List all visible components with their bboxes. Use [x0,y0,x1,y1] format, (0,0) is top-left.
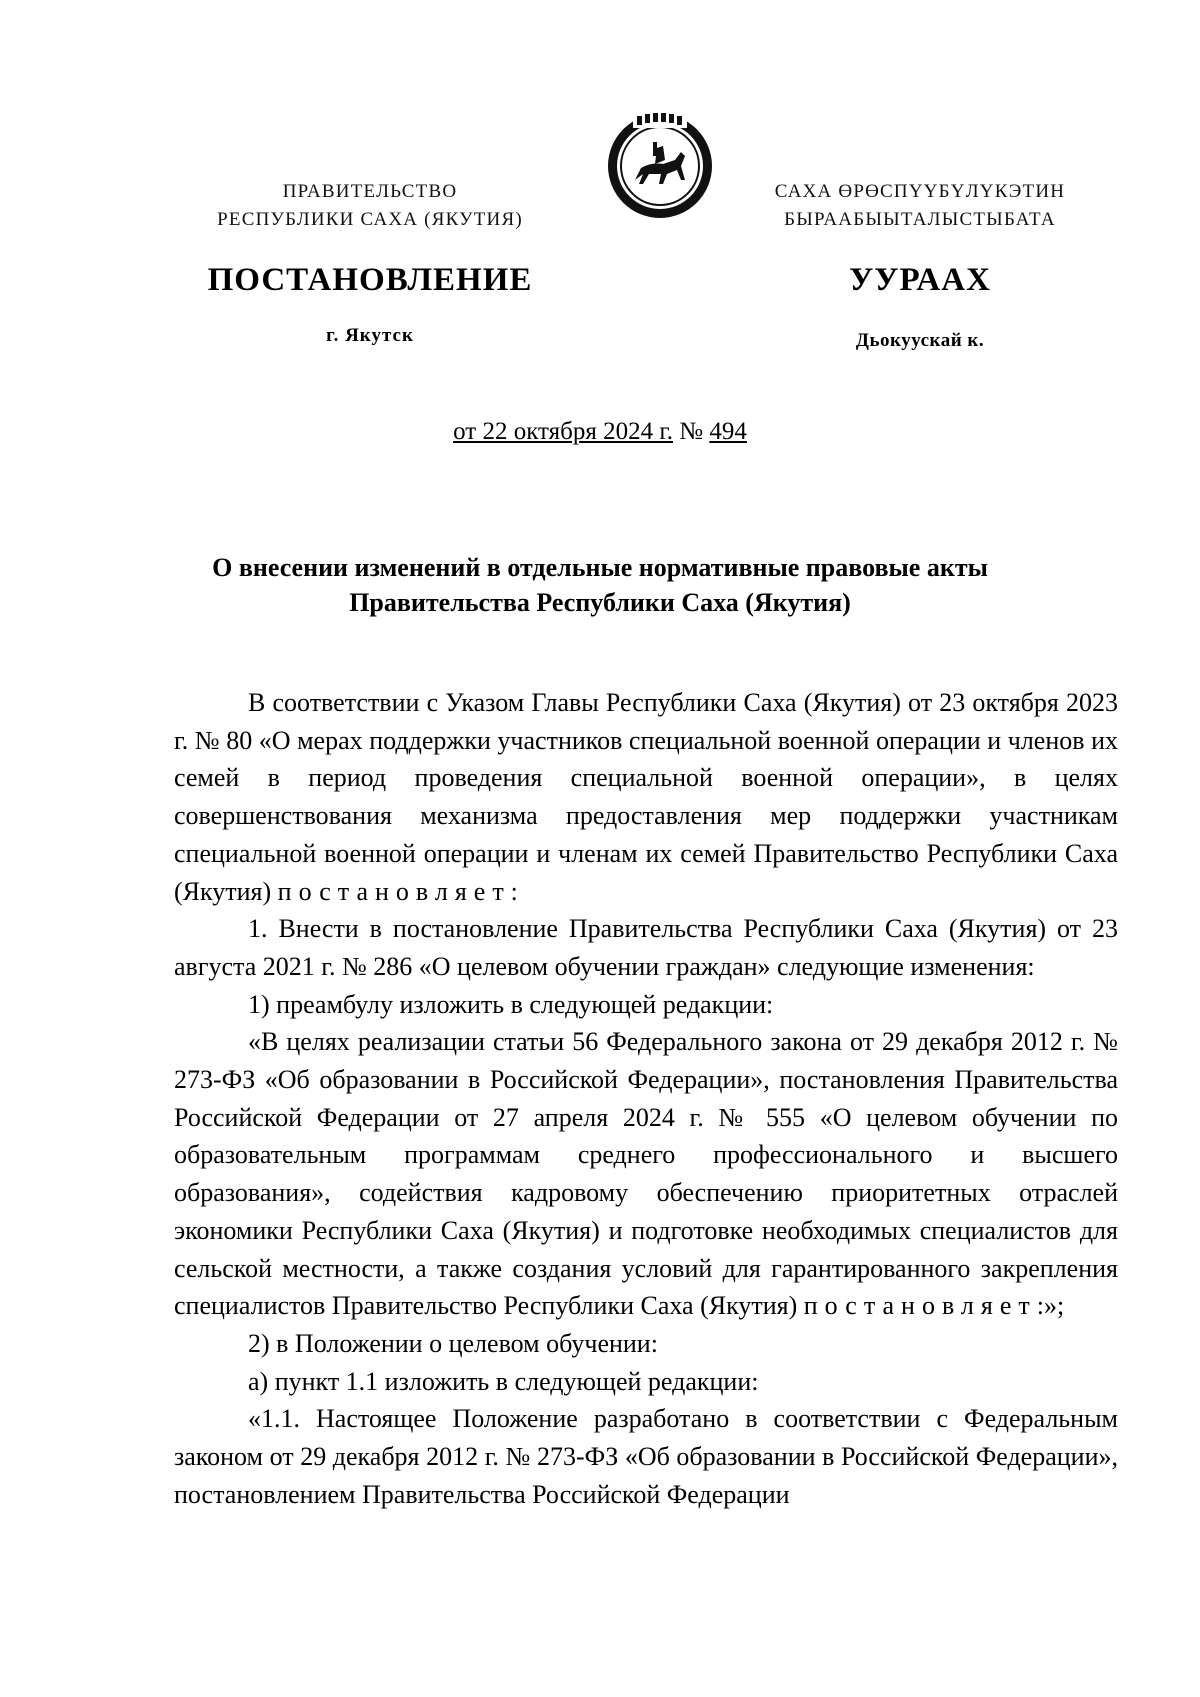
doc-type-ru: ПОСТАНОВЛЕНИЕ [207,262,533,298]
paragraph-subitem-2a: а) пункт 1.1 изложить в следующей редакции: [248,1366,759,1396]
date-prefix: от [453,418,483,445]
number-label: № [673,418,710,445]
paragraph-preamble-text: В соответствии с Указом Главы Республики Саха (Якутия) от 23 октября 2023 г. № 80 «О мерах поддержки участников специальной военной операции и членов их семей в период проведения специальной военной операции», в целях совершенствования механизма предоставления мер поддержки участникам специальной военной операции и членам их семей Правительство Республики Саха (Якутия) [174,688,1118,906]
paragraph-subitem-2: 2) в Положении о целевом обучении: [248,1328,658,1358]
doc-date-number [0,418,1200,446]
doc-title-line2: Правительства Республики Саха (Якутия) [349,588,851,617]
doc-number: 494 [709,418,747,445]
issuer-ru [150,178,590,234]
city-ru: г. Якутск [326,325,414,346]
doc-body [174,684,1118,1513]
paragraph-quoted-preamble [174,1023,1118,1325]
resolves-spaced-2: постановляет [803,1291,1037,1321]
issuer-sah-line2: БЫРААБЫЫТАЛЫСТЫБАТА [784,209,1056,230]
paragraph-quoted-end: :»; [1036,1291,1065,1321]
paragraph-item-1: 1. Внести в постановление Правительства Республики Саха (Якутия) от 23 августа 2021 г. № 286 «О целевом обучении граждан» следующие изменения: [174,914,1118,981]
paragraph-subitem-1: 1) преамбулу изложить в следующей редакции: [248,989,774,1019]
issuer-sah [720,178,1120,234]
doc-date: 22 октября 2024 г. [482,418,674,445]
paragraph-quoted-preamble-text: «В целях реализации статьи 56 Федерального закона от 29 декабря 2012 г. № 273-ФЗ «Об образовании в Российской Федерации», постановления Правительства Российской Федерации от 27 апреля 2024 г. № 555 «О целевом обучении по образовательным программам среднего профессионального и высшего образования», содействия кадровому обеспечению приоритетных отраслей экономики Республики Саха (Якутия) и подготовке необходимых специалистов для сельской местности, а также создания условий для гарантированного закрепления специалистов Правительство Республики Саха (Якутия) [174,1027,1118,1321]
issuer-ru-line1: ПРАВИТЕЛЬСТВО [282,181,458,202]
resolves-spaced: постановляет: [277,876,525,906]
paragraph-clause-1-1: «1.1. Настоящее Положение разработано в соответствии с Федеральным законом от 29 декабря 2012 г. № 273-ФЗ «Об образовании в Российской Федерации», постановлением Правительства Российской Федерации [174,1404,1118,1509]
city-sah: Дьокуускай к. [855,330,985,351]
doc-title [150,550,1050,620]
issuer-sah-line1: САХА ӨРӨСПҮҮБҮЛҮКЭТИН [774,181,1066,202]
issuer-ru-line2: РЕСПУБЛИКИ САХА (ЯКУТИЯ) [217,209,523,230]
doc-title-line1: О внесении изменений в отдельные нормативные правовые акты [212,553,988,582]
coat-of-arms-emblem-icon [605,110,715,222]
doc-type-sah: УУРААХ [849,262,991,298]
paragraph-preamble [174,684,1118,910]
